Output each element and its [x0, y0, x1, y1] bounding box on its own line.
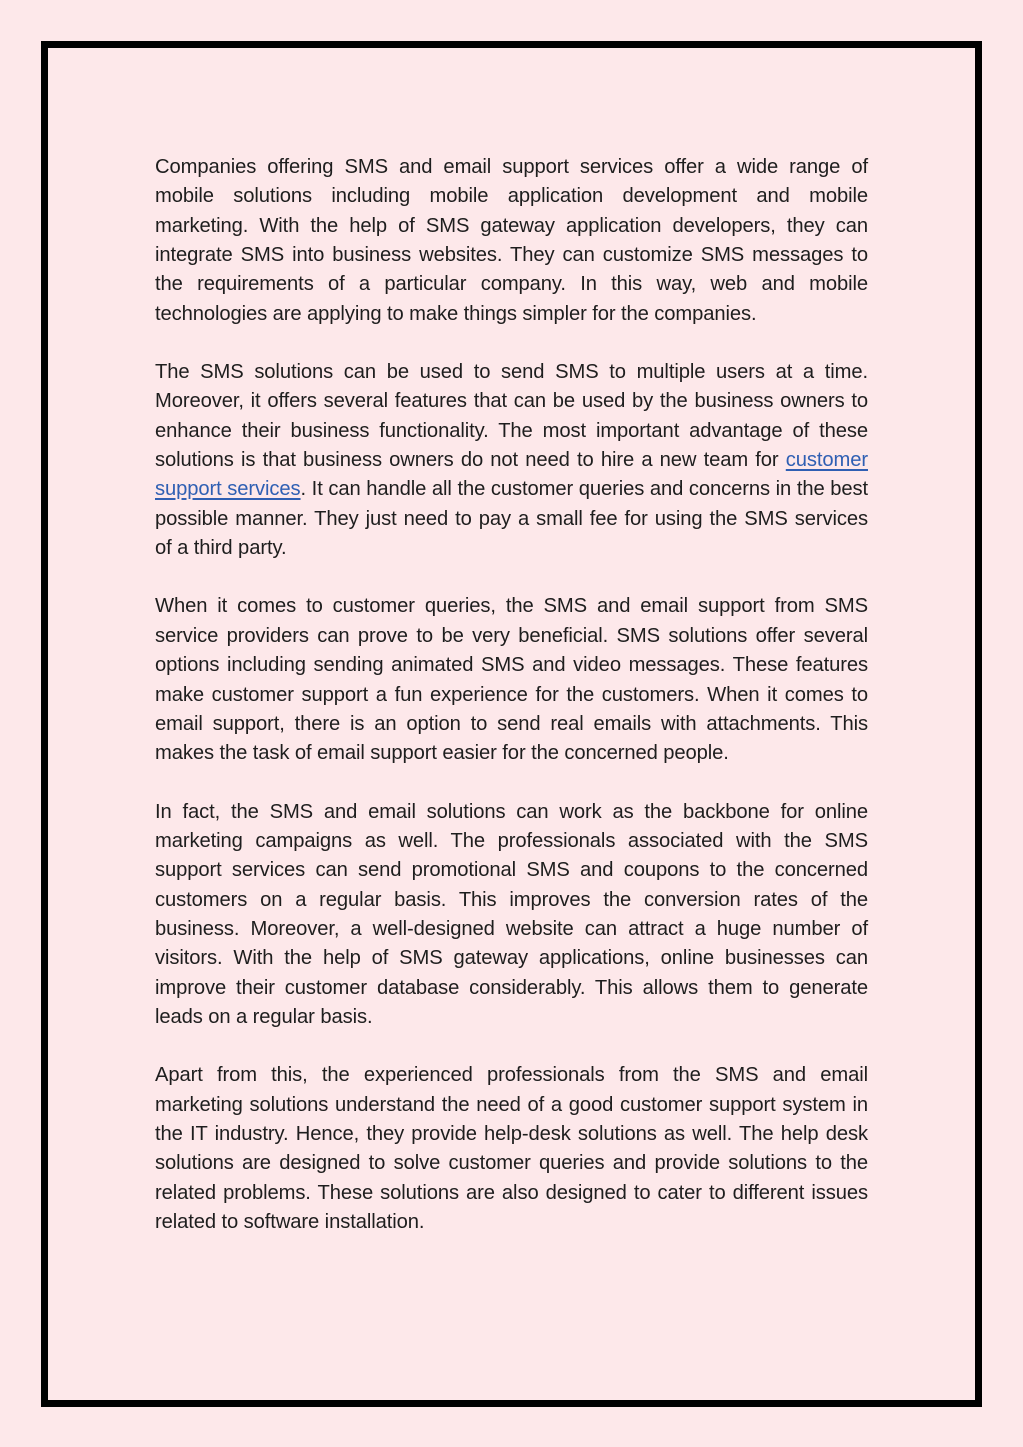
- document-body: [155, 153, 868, 1237]
- paragraph-4: In fact, the SMS and email solutions can work as the backbone for online marketing campaigns as well. The professionals associated with the SMS support services can send promotional SMS and coupons to the concerned customers on a regular basis. This improves the conversion rates of the business. Moreover, a well-designed website can attract a huge number of visitors. With the help of SMS gateway applications, online businesses can improve their customer database considerably. This allows them to generate leads on a regular basis.: [155, 800, 868, 1028]
- customer-support-services-link[interactable]: customer support services: [155, 449, 868, 501]
- paragraph-3: When it comes to customer queries, the SMS and email support from SMS service providers can prove to be very beneficial. SMS solutions offer several options including sending animated SMS and video messages. These features make customer support a fun experience for the customers. When it comes to email support, there is an option to send real emails with attachments. This makes the task of email support easier for the concerned people.: [155, 595, 868, 765]
- paragraph-5: Apart from this, the experienced professionals from the SMS and email marketing solutions understand the need of a good customer support system in the IT industry. Hence, they provide help-desk solutions as well. The help desk solutions are designed to solve customer queries and provide solutions to the related problems. These solutions are also designed to cater to different issues related to software installation.: [155, 1064, 868, 1233]
- paragraph-1: Companies offering SMS and email support services offer a wide range of mobile solutions including mobile application development and mobile marketing. With the help of SMS gateway application developers, they can integrate SMS into business websites. They can customize SMS messages to the requirements of a particular company. In this way, web and mobile technologies are applying to make things simpler for the companies.: [155, 156, 868, 325]
- paragraph-2-text-before-link: The SMS solutions can be used to send SMS to multiple users at a time. Moreover, it offers several features that can be used by the business owners to enhance their business functionality. The most important advantage of these solutions is that business owners do not need to hire a new team for: [155, 361, 868, 472]
- paragraph-2-text-after-link: . It can handle all the customer queries and concerns in the best possible manner. They just need to pay a small fee for using the SMS services of a third party.: [155, 478, 868, 560]
- paragraph-2: [155, 358, 868, 563]
